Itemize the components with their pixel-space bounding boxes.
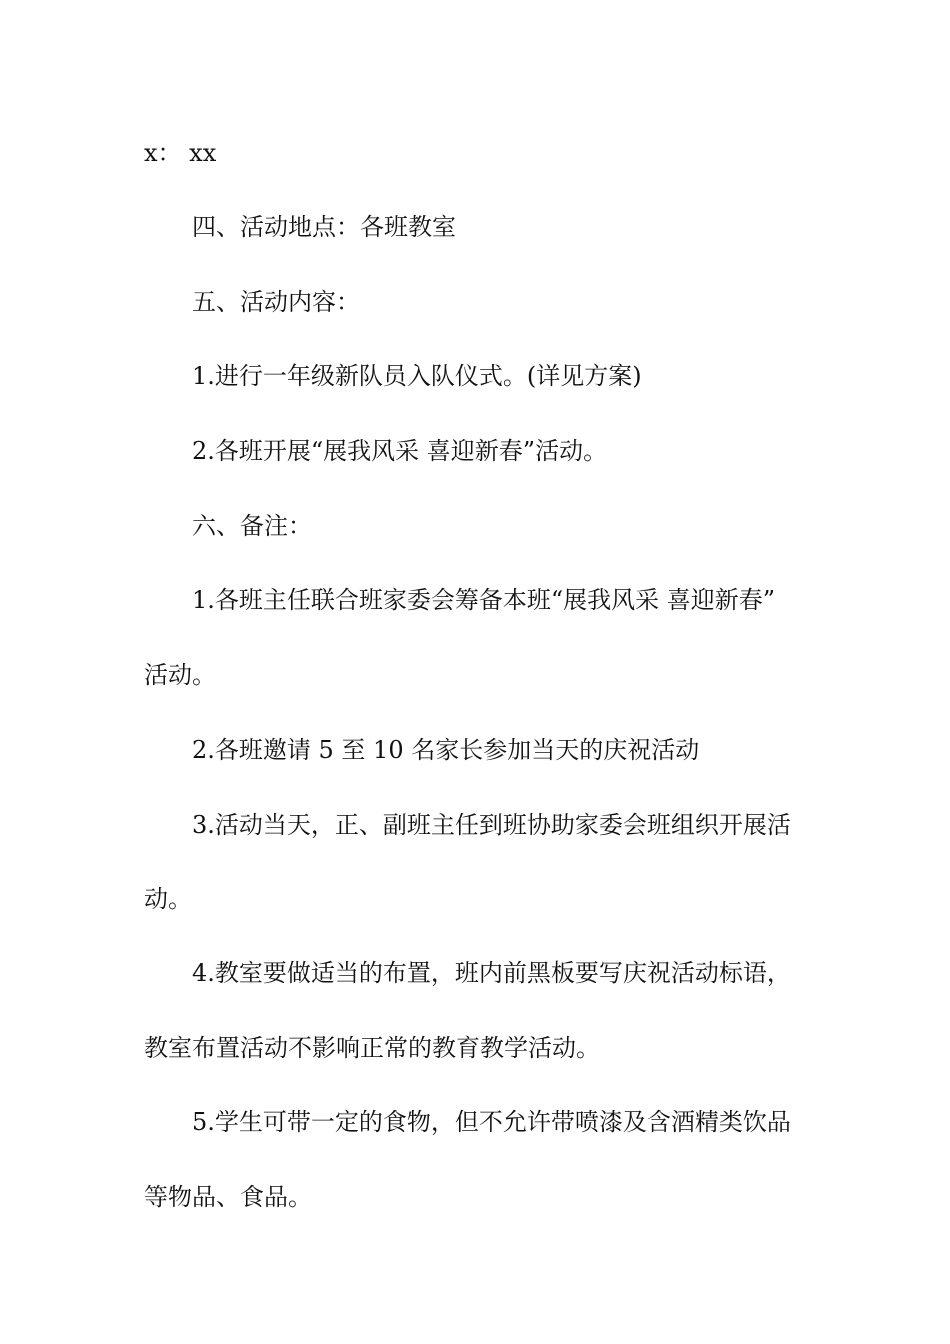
note-item-4-continued: 教室布置活动不影响正常的教育教学活动。 [144,1034,600,1062]
text-line-attendee: x： xx [144,139,217,167]
note-item-1-continued: 活动。 [144,661,216,689]
note-item-3-continued: 动。 [144,885,192,913]
note-item-3: 3.活动当天，正、副班主任到班协助家委会班组织开展活 [192,811,791,839]
section-heading-location: 四、活动地点：各班教室 [192,213,456,241]
note-item-5: 5.学生可带一定的食物，但不允许带喷漆及含酒精类饮品 [192,1108,791,1136]
section-heading-content: 五、活动内容： [192,288,360,316]
note-item-5-continued: 等物品、食品。 [144,1183,312,1211]
content-item-1: 1.进行一年级新队员入队仪式。(详见方案) [192,362,642,390]
note-item-1: 1.各班主任联合班家委会筹备本班“展我风采 喜迎新春” [192,586,776,614]
note-item-2: 2.各班邀请 5 至 10 名家长参加当天的庆祝活动 [192,736,700,764]
section-heading-notes: 六、备注： [192,512,312,540]
note-item-4: 4.教室要做适当的布置，班内前黑板要写庆祝活动标语， [192,959,791,987]
content-item-2: 2.各班开展“展我风采 喜迎新春”活动。 [192,437,608,465]
